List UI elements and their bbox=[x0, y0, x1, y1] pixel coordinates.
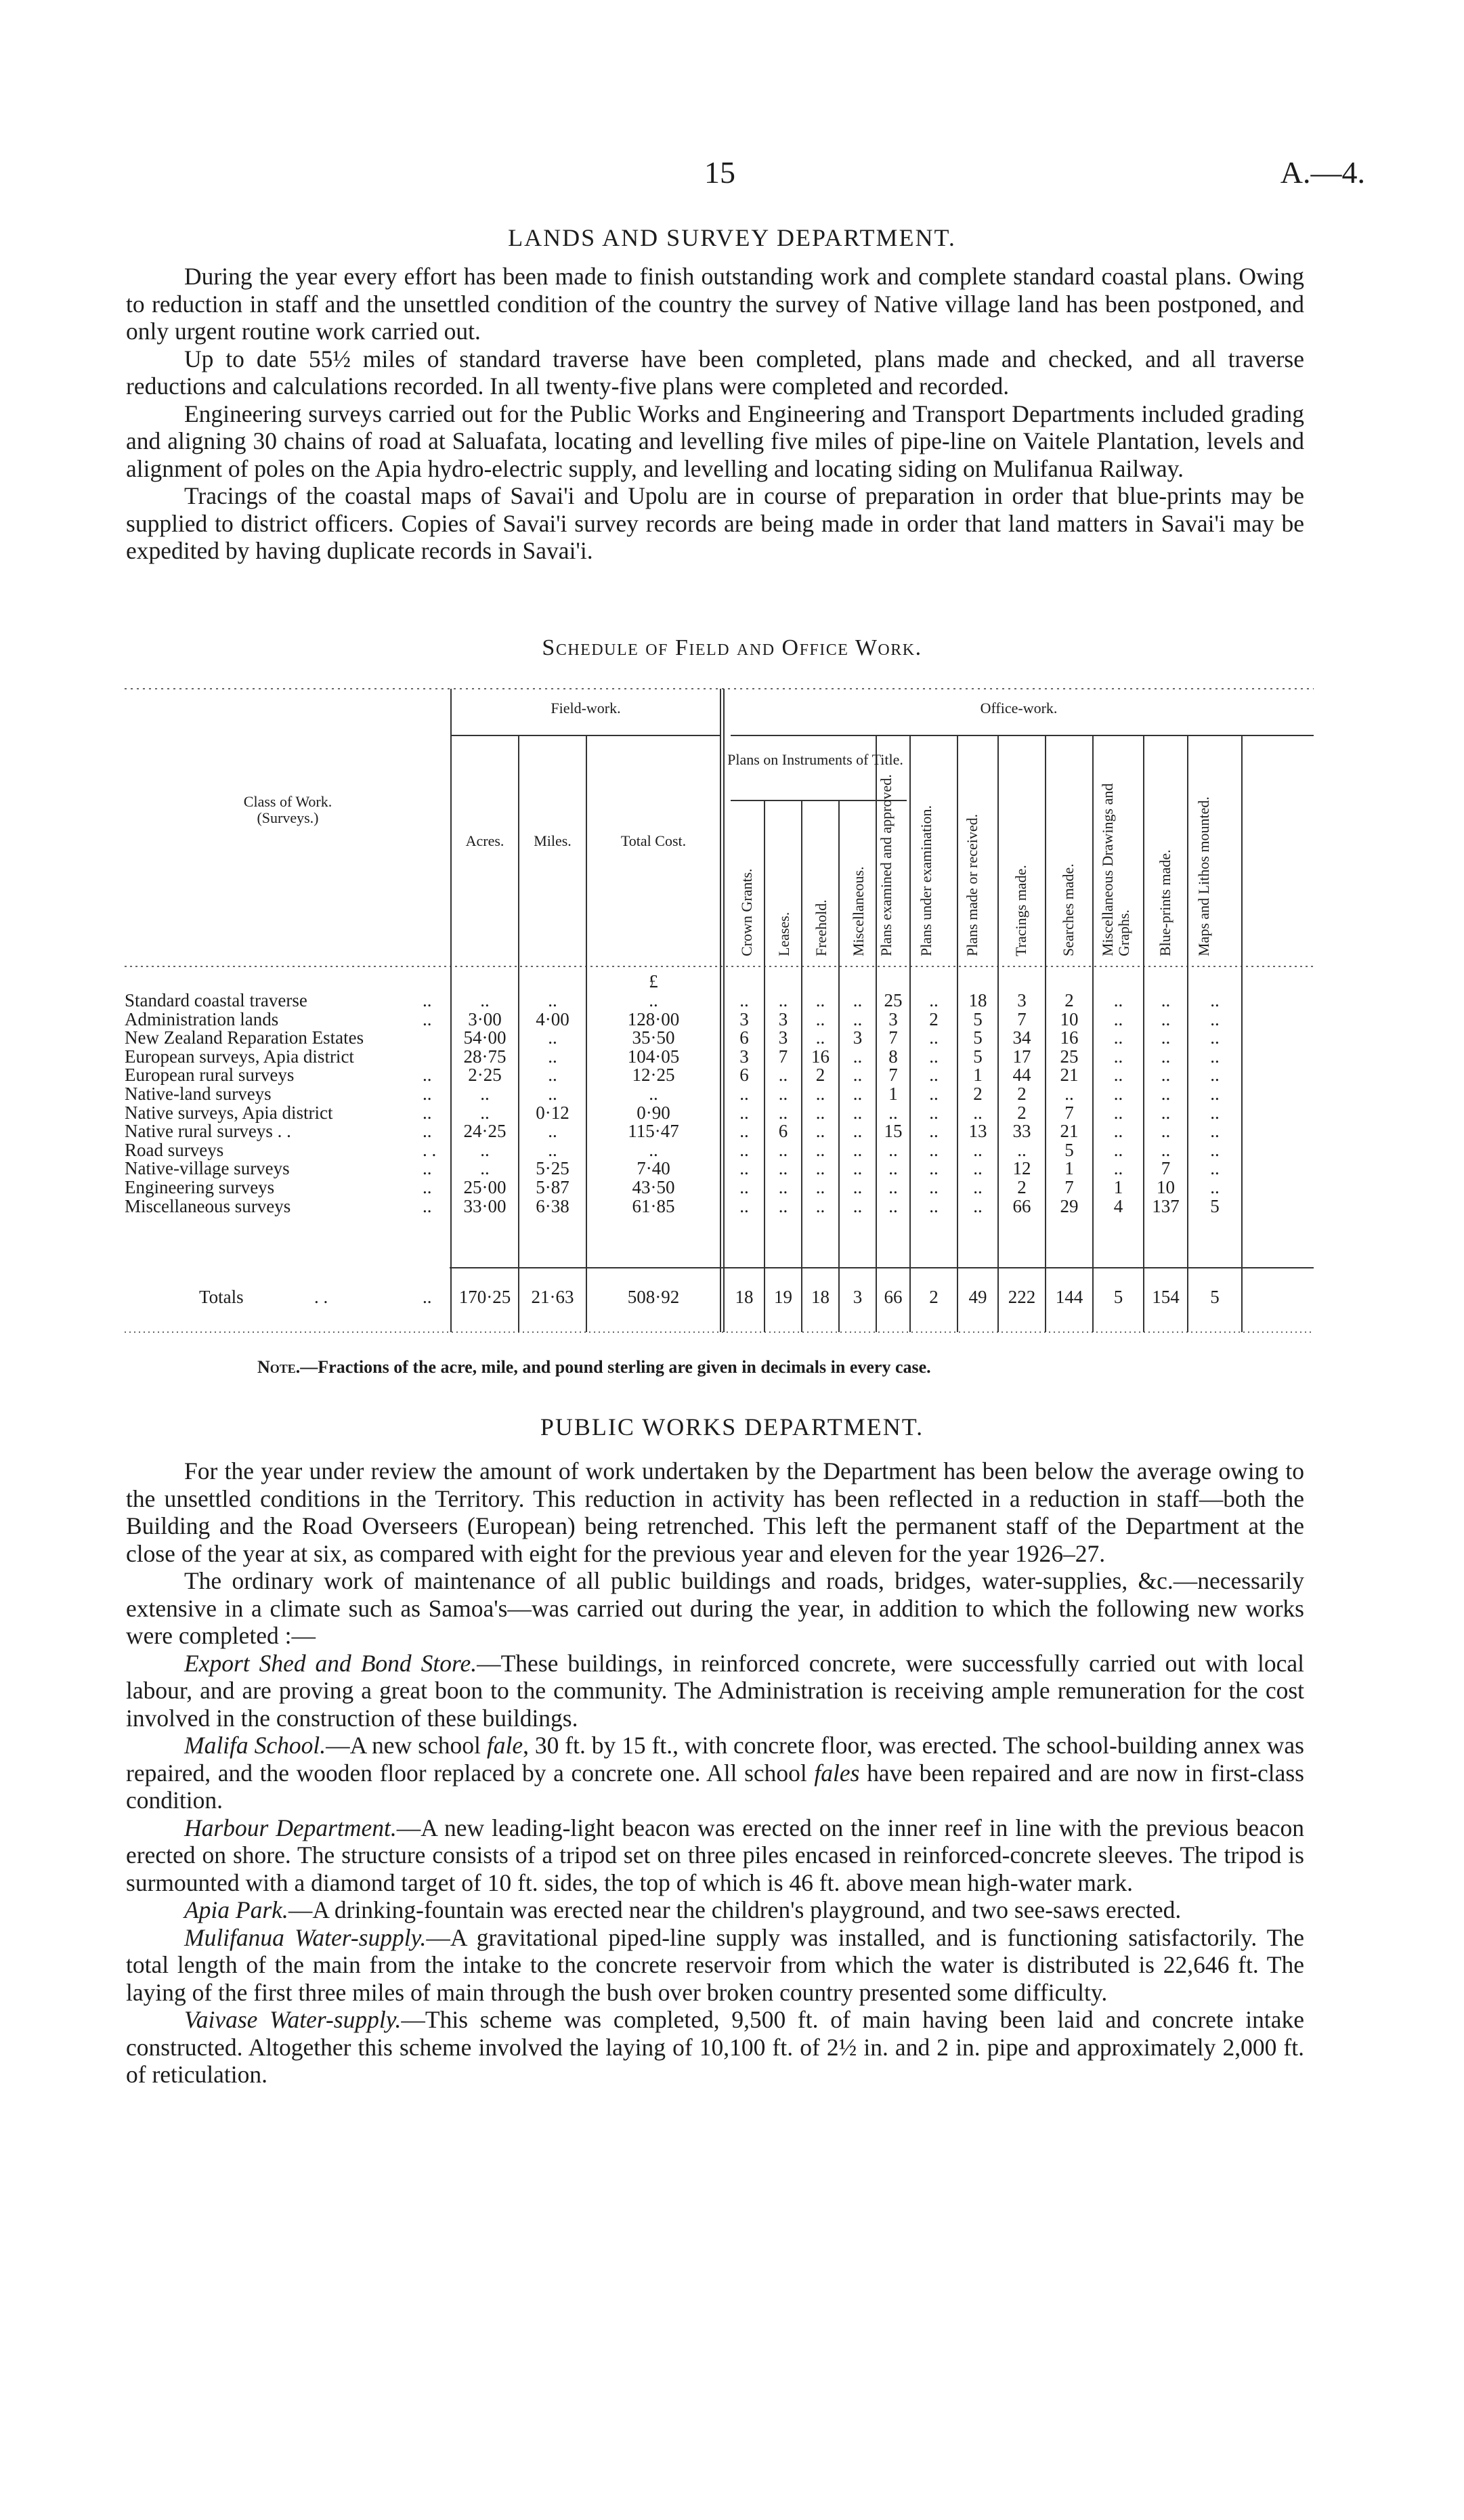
table-row-cell: 10 bbox=[1060, 1008, 1079, 1029]
totals-row-label: Totals bbox=[199, 1287, 244, 1307]
table-row-cell: .. bbox=[929, 1046, 939, 1067]
schedule-table bbox=[125, 679, 1314, 1346]
lands-paragraph: Tracings of the coastal maps of Savai'i and Upolu are in course of preparation in order that blue-prints may be supplied to district officers. Copies of Savai'i survey records are being made in order that land matters in Savai'i may be expedited by having duplicate records in Savai'i. bbox=[126, 482, 1304, 564]
table-row-cell: .. bbox=[853, 1084, 863, 1104]
table-row-cell: .. bbox=[649, 1084, 658, 1104]
table-row-cell: .. bbox=[815, 1084, 825, 1104]
table-row-cell: .. bbox=[929, 990, 939, 1010]
table-row-cell: .. bbox=[548, 1027, 557, 1048]
table-row-cell: .. bbox=[739, 1158, 749, 1179]
table-row-cell: 25·00 bbox=[463, 1177, 507, 1197]
table-row-cell: .. bbox=[853, 1102, 863, 1123]
table-row-cell: .. bbox=[853, 1008, 863, 1029]
pw-item-text: —This scheme was completed, 9,500 ft. of main having been laid and concrete intake constructed. Altogether this scheme involved the laying of 10,100 ft. of 2½ in. and 2 in. pipe and approximately 2,000 ft. of reticulation. bbox=[126, 2006, 1304, 2088]
table-row-cell: .. bbox=[739, 1084, 749, 1104]
table-row-label: Native-land surveys bbox=[125, 1084, 272, 1104]
pw-paragraph: For the year under review the amount of work undertaken by the Department has been below the average owing to the unsettled conditions in the Territory. This reduction in activity has been reflected in a reduction in staff—both the Building and the Road Overseers (European) being retrenched. This left the permanent staff of the Department at the close of the year at six, as compared with eight for the previous year and eleven for the year 1926–27. bbox=[126, 1457, 1304, 1567]
total-cost-header: Total Cost. bbox=[620, 832, 687, 849]
currency-symbol: £ bbox=[649, 971, 658, 991]
table-row-cell: 5·25 bbox=[536, 1158, 569, 1179]
table-row-cell: 25 bbox=[1060, 1046, 1079, 1067]
pw-paragraph: The ordinary work of maintenance of all public buildings and roads, bridges, water-supplies, &c.—necessarily extensive in a climate such as Samoa's—was carried out during the year, in addition to which the following new works were completed :— bbox=[126, 1567, 1304, 1649]
table-row-cell: .. bbox=[548, 1139, 557, 1160]
table-row-cell: .. bbox=[853, 1158, 863, 1179]
table-row-cell: 29 bbox=[1060, 1195, 1079, 1216]
totals-row-cell: 18 bbox=[811, 1287, 830, 1307]
table-row-cell: .. bbox=[480, 1158, 490, 1179]
table-row-label: Standard coastal traverse bbox=[125, 990, 307, 1010]
totals-row-cell: 508·92 bbox=[627, 1287, 680, 1307]
table-row-cell: .. bbox=[1161, 1121, 1171, 1142]
table-row-cell: 6 bbox=[778, 1121, 788, 1142]
table-row-leader-dots: .. bbox=[423, 1158, 432, 1179]
table-row-cell: .. bbox=[739, 990, 749, 1010]
table-row-cell: .. bbox=[548, 1046, 557, 1067]
lands-survey-body bbox=[126, 263, 1304, 565]
table-row-cell: 3·00 bbox=[468, 1008, 502, 1029]
table-row-cell: .. bbox=[815, 1139, 825, 1160]
table-row-cell: .. bbox=[929, 1102, 939, 1123]
lands-paragraph: During the year every effort has been made to finish outstanding work and complete standard coastal plans. Owing to reduction in staff and the unsettled condition of the country the survey of Native village land has been postponed, and only urgent routine work carried out. bbox=[126, 263, 1304, 345]
table-row-cell: 7 bbox=[1017, 1008, 1027, 1029]
pw-item-heading: Apia Park. bbox=[184, 1896, 288, 1923]
table-row-cell: 0·90 bbox=[637, 1102, 670, 1123]
vhdr-tracings: Tracings made. bbox=[1012, 865, 1029, 956]
table-row-cell: .. bbox=[853, 1065, 863, 1086]
table-row-cell: .. bbox=[778, 1177, 788, 1197]
acres-header: Acres. bbox=[465, 832, 504, 849]
table-row-cell: .. bbox=[1210, 1065, 1220, 1086]
table-row-cell: 33 bbox=[1012, 1121, 1031, 1142]
office-work-header: Office-work. bbox=[980, 700, 1058, 717]
table-row-cell: .. bbox=[1161, 990, 1171, 1010]
totals-row-cell: 3 bbox=[853, 1287, 863, 1307]
pw-item-text: —A new leading-light beacon was erected on the inner reef in line with the previous beacon erected on shore. The structure consists of a tripod set on three piles encased in reinforced-concrete sleeves. The tripod is surmounted with a diamond target of 10 ft. sides, the top of which is 46 ft. above mean high-water mark. bbox=[126, 1814, 1304, 1896]
table-row-leader-dots: .. bbox=[423, 1177, 432, 1197]
table-row-cell: .. bbox=[1113, 1008, 1123, 1029]
table-row-cell: .. bbox=[1210, 1008, 1220, 1029]
table-row-cell: .. bbox=[1210, 1102, 1220, 1123]
table-row-cell: 8 bbox=[888, 1046, 898, 1067]
table-row-leader-dots: .. bbox=[423, 1121, 432, 1142]
table-row-cell: .. bbox=[1113, 1158, 1123, 1179]
table-row-cell: .. bbox=[548, 1084, 557, 1104]
table-row-cell: .. bbox=[1210, 1084, 1220, 1104]
table-row-cell: .. bbox=[888, 1139, 898, 1160]
table-row-cell: .. bbox=[649, 990, 658, 1010]
table-row-cell: .. bbox=[739, 1177, 749, 1197]
table-row-cell: .. bbox=[1161, 1008, 1171, 1029]
table-row-cell: .. bbox=[778, 1084, 788, 1104]
table-row-cell: .. bbox=[929, 1084, 939, 1104]
vhdr-freehold: Freehold. bbox=[813, 899, 830, 956]
table-row-cell: 0·12 bbox=[536, 1102, 569, 1123]
table-row-cell: .. bbox=[1210, 1139, 1220, 1160]
table-row-cell: 12 bbox=[1012, 1158, 1031, 1179]
table-row-cell: .. bbox=[739, 1102, 749, 1123]
table-row-cell: 1 bbox=[1064, 1158, 1074, 1179]
totals-row-cell: 19 bbox=[774, 1287, 792, 1307]
table-row-cell: .. bbox=[1113, 1027, 1123, 1048]
table-row-cell: 2 bbox=[815, 1065, 825, 1086]
table-row-cell: 7 bbox=[888, 1027, 898, 1048]
table-row-cell: .. bbox=[973, 1195, 983, 1216]
pw-item-italic: fale bbox=[486, 1732, 523, 1759]
table-row-cell: 17 bbox=[1012, 1046, 1031, 1067]
pw-item-text: —These buildings, in reinforced concrete, were successfully carried out with local labour, and are proving a great boon to the community. The Administration is receiving ample remuneration for the cost involved in the construction of these buildings. bbox=[126, 1649, 1304, 1732]
table-row-cell: .. bbox=[929, 1139, 939, 1160]
pw-item-text: have been repaired and are now in first-class condition. bbox=[126, 1759, 1304, 1814]
table-row-cell: 5 bbox=[973, 1008, 983, 1029]
table-row-cell: .. bbox=[1017, 1139, 1027, 1160]
table-row-cell: 43·50 bbox=[632, 1177, 675, 1197]
table-row-cell: .. bbox=[778, 990, 788, 1010]
table-row-cell: .. bbox=[480, 990, 490, 1010]
table-row-label: Engineering surveys bbox=[125, 1177, 275, 1197]
table-row-cell: 2 bbox=[1017, 1084, 1027, 1104]
table-row-cell: .. bbox=[1210, 1177, 1220, 1197]
table-row-cell: .. bbox=[929, 1027, 939, 1048]
table-row-cell: .. bbox=[1210, 1027, 1220, 1048]
table-row-cell: .. bbox=[480, 1084, 490, 1104]
vhdr-maps-lithos: Maps and Lithos mounted. bbox=[1195, 796, 1212, 956]
table-row-cell: 18 bbox=[968, 990, 987, 1010]
table-row-cell: 4 bbox=[1113, 1195, 1123, 1216]
table-row-cell: 6 bbox=[739, 1027, 749, 1048]
table-row-cell: .. bbox=[1210, 1046, 1220, 1067]
table-row-cell: .. bbox=[1113, 990, 1123, 1010]
pw-item-heading: Malifa School. bbox=[184, 1732, 326, 1759]
table-row-label: Native surveys, Apia district bbox=[125, 1102, 333, 1123]
table-row-cell: 21 bbox=[1060, 1121, 1079, 1142]
table-row-cell: 5 bbox=[973, 1027, 983, 1048]
totals-row-leader-dots: .. bbox=[423, 1287, 432, 1307]
vhdr-blue-prints: Blue-prints made. bbox=[1157, 849, 1174, 956]
vhdr-crown-grants: Crown Grants. bbox=[738, 868, 755, 956]
table-row-cell: .. bbox=[1161, 1046, 1171, 1067]
public-works-title: PUBLIC WORKS DEPARTMENT. bbox=[540, 1413, 924, 1440]
pw-item bbox=[126, 1650, 1304, 1732]
table-row-cell: 35·50 bbox=[632, 1027, 675, 1048]
vhdr-miscellaneous: Miscellaneous. bbox=[850, 866, 867, 956]
table-row-cell: 1 bbox=[1113, 1177, 1123, 1197]
table-row-cell: 2 bbox=[1064, 990, 1074, 1010]
table-row-cell: 4·00 bbox=[536, 1008, 569, 1029]
pw-item bbox=[126, 1814, 1304, 1897]
schedule-title: Schedule of Field and Office Work. bbox=[542, 635, 922, 660]
table-row-label: Native rural surveys . . bbox=[125, 1121, 291, 1142]
table-row-cell: 5 bbox=[1210, 1195, 1220, 1216]
pw-item-heading: Mulifanua Water-supply. bbox=[184, 1923, 427, 1951]
totals-row-cell: 144 bbox=[1055, 1287, 1083, 1307]
table-row-cell: 34 bbox=[1012, 1027, 1031, 1048]
table-row-cell: .. bbox=[853, 1046, 863, 1067]
table-row-cell: .. bbox=[815, 1102, 825, 1123]
table-row-cell: 3 bbox=[853, 1027, 863, 1048]
table-row-cell: 104·05 bbox=[627, 1046, 680, 1067]
pw-item-text: —A gravitational piped-line supply was installed, and is functioning satisfactorily. The total length of the main from the intake to the concrete reservoir from which the water is distributed is 22,646 ft. The laying of the first three miles of main through the bush over broken country presented some difficulty. bbox=[126, 1923, 1304, 2006]
table-row-cell: 7·40 bbox=[637, 1158, 670, 1179]
table-row-label: New Zealand Reparation Estates bbox=[125, 1027, 364, 1048]
table-row-cell: .. bbox=[853, 1195, 863, 1216]
table-row-cell: .. bbox=[929, 1158, 939, 1179]
table-row-cell: .. bbox=[929, 1195, 939, 1216]
table-row-cell: .. bbox=[853, 1139, 863, 1160]
table-row-cell: 24·25 bbox=[463, 1121, 507, 1142]
table-row-cell: 16 bbox=[1060, 1027, 1079, 1048]
table-row-cell: .. bbox=[1113, 1102, 1123, 1123]
table-row-label: Miscellaneous surveys bbox=[125, 1195, 291, 1216]
note-text: —Fractions of the acre, mile, and pound sterling are given in decimals in every case. bbox=[300, 1357, 931, 1377]
pw-item-text: —A new school bbox=[326, 1732, 487, 1759]
pw-item-italic: fales bbox=[814, 1759, 860, 1787]
table-row-cell: .. bbox=[778, 1158, 788, 1179]
table-row-cell: .. bbox=[853, 990, 863, 1010]
table-row-cell: .. bbox=[1161, 1027, 1171, 1048]
table-row-label: Road surveys bbox=[125, 1139, 224, 1160]
lands-survey-title: LANDS AND SURVEY DEPARTMENT. bbox=[508, 224, 956, 251]
class-of-work-header: Class of Work. bbox=[243, 793, 332, 810]
table-row-leader-dots: .. bbox=[423, 1084, 432, 1104]
public-works-body bbox=[126, 1457, 1304, 2089]
table-row-cell: .. bbox=[815, 1177, 825, 1197]
table-row-cell: .. bbox=[815, 1158, 825, 1179]
table-row-cell: 3 bbox=[739, 1008, 749, 1029]
miles-header: Miles. bbox=[534, 832, 572, 849]
table-row-label: European rural surveys bbox=[125, 1065, 295, 1086]
table-row-cell: .. bbox=[480, 1139, 490, 1160]
table-row-cell: 7 bbox=[888, 1065, 898, 1086]
table-note bbox=[257, 1357, 931, 1378]
totals-row-cell: 18 bbox=[735, 1287, 754, 1307]
table-row-cell: 3 bbox=[778, 1027, 788, 1048]
table-row-cell: 6·38 bbox=[536, 1195, 569, 1216]
table-row-cell: .. bbox=[1161, 1084, 1171, 1104]
table-row-cell: 115·47 bbox=[628, 1121, 679, 1142]
table-row-cell: .. bbox=[853, 1121, 863, 1142]
table-row-label: European surveys, Apia district bbox=[125, 1046, 354, 1067]
table-row-cell: .. bbox=[1161, 1139, 1171, 1160]
table-row-cell: .. bbox=[888, 1102, 898, 1123]
pw-item-heading: Harbour Department. bbox=[184, 1814, 397, 1841]
pw-item-heading: Vaivase Water-supply. bbox=[184, 2006, 402, 2033]
table-row-cell: .. bbox=[853, 1177, 863, 1197]
table-row-cell: .. bbox=[778, 1139, 788, 1160]
table-row-cell: 5 bbox=[973, 1046, 983, 1067]
table-row-cell: 7 bbox=[1161, 1158, 1171, 1179]
table-row-leader-dots: .. bbox=[423, 1008, 432, 1029]
table-row-cell: 15 bbox=[884, 1121, 903, 1142]
vhdr-leases: Leases. bbox=[775, 912, 792, 956]
table-row-cell: 3 bbox=[778, 1008, 788, 1029]
totals-row-cell: 170·25 bbox=[458, 1287, 511, 1307]
table-row-cell: 1 bbox=[888, 1084, 898, 1104]
pw-item-heading: Export Shed and Bond Store. bbox=[184, 1649, 477, 1677]
table-row-cell: .. bbox=[739, 1121, 749, 1142]
pw-item bbox=[126, 1924, 1304, 2007]
table-row-cell: .. bbox=[973, 1158, 983, 1179]
table-row-cell: .. bbox=[929, 1065, 939, 1086]
table-row-cell: .. bbox=[973, 1177, 983, 1197]
table-row-cell: .. bbox=[480, 1102, 490, 1123]
totals-row-cell: 21·63 bbox=[531, 1287, 574, 1307]
table-row-cell: .. bbox=[548, 990, 557, 1010]
table-row-cell: .. bbox=[815, 1008, 825, 1029]
table-row-cell: 2 bbox=[973, 1084, 983, 1104]
table-row-cell: .. bbox=[815, 1121, 825, 1142]
table-row-cell: 21 bbox=[1060, 1065, 1079, 1086]
table-row-cell: 3 bbox=[739, 1046, 749, 1067]
table-row-cell: 5 bbox=[1064, 1139, 1074, 1160]
totals-row-cell: 66 bbox=[884, 1287, 903, 1307]
table-row-cell: 2 bbox=[929, 1008, 939, 1029]
table-row-cell: .. bbox=[778, 1102, 788, 1123]
table-row-cell: .. bbox=[778, 1065, 788, 1086]
totals-row-cell: 5 bbox=[1210, 1287, 1220, 1307]
table-row-cell: 128·00 bbox=[627, 1008, 680, 1029]
pw-item bbox=[126, 1732, 1304, 1814]
totals-row-leader-dots: . . bbox=[314, 1287, 328, 1307]
table-row-leader-dots: .. bbox=[423, 1195, 432, 1216]
table-row-cell: .. bbox=[739, 1139, 749, 1160]
table-row-cell: 61·85 bbox=[632, 1195, 675, 1216]
vhdr-plans-under-examination: Plans under examination. bbox=[918, 805, 934, 956]
table-row-cell: 7 bbox=[1064, 1177, 1074, 1197]
table-row-leader-dots: .. bbox=[423, 1102, 432, 1123]
table-row-cell: .. bbox=[973, 1102, 983, 1123]
field-work-header: Field-work. bbox=[551, 700, 621, 717]
table-row-cell: 33·00 bbox=[463, 1195, 507, 1216]
table-row-cell: .. bbox=[778, 1195, 788, 1216]
table-row-cell: .. bbox=[739, 1195, 749, 1216]
table-row-cell: .. bbox=[888, 1177, 898, 1197]
table-row-cell: 3 bbox=[888, 1008, 898, 1029]
table-row-cell: 2 bbox=[1017, 1177, 1027, 1197]
vhdr-plans-examined: Plans examined and approved. bbox=[878, 774, 895, 956]
table-row-cell: .. bbox=[1113, 1121, 1123, 1142]
table-row-cell: 3 bbox=[1017, 990, 1027, 1010]
table-row-cell: 2 bbox=[1017, 1102, 1027, 1123]
vhdr-plans-made: Plans made or received. bbox=[964, 813, 981, 956]
table-row-cell: 28·75 bbox=[463, 1046, 507, 1067]
totals-row-cell: 5 bbox=[1113, 1287, 1123, 1307]
table-row-cell: 7 bbox=[778, 1046, 788, 1067]
table-row-leader-dots: .. bbox=[423, 1065, 432, 1086]
table-row-cell: 25 bbox=[884, 990, 903, 1010]
table-row-cell: 1 bbox=[973, 1065, 983, 1086]
table-row-cell: 137 bbox=[1152, 1195, 1180, 1216]
table-row-cell: .. bbox=[548, 1065, 557, 1086]
table-row-label: Administration lands bbox=[125, 1008, 279, 1029]
table-row-leader-dots: .. bbox=[423, 990, 432, 1010]
table-row-cell: .. bbox=[1113, 1065, 1123, 1086]
table-row-cell: .. bbox=[888, 1158, 898, 1179]
lands-paragraph: Engineering surveys carried out for the Public Works and Engineering and Transport Departments included grading and aligning 30 chains of road at Saluafata, locating and levelling five miles of pipe-line on Vaitele Plantation, levels and alignment of poles on the Apia hydro-electric supply, and levelling and locating siding on Mulifanua Railway. bbox=[126, 400, 1304, 482]
class-of-work-subheader: (Surveys.) bbox=[257, 809, 319, 826]
table-row-cell: .. bbox=[815, 990, 825, 1010]
vhdr-searches: Searches made. bbox=[1060, 863, 1077, 956]
table-row-cell: 66 bbox=[1012, 1195, 1031, 1216]
totals-row-cell: 2 bbox=[929, 1287, 939, 1307]
table-row-cell: .. bbox=[929, 1177, 939, 1197]
table-row-cell: .. bbox=[1113, 1046, 1123, 1067]
table-row-label: Native-village surveys bbox=[125, 1158, 290, 1179]
table-row-cell: 7 bbox=[1064, 1102, 1074, 1123]
table-row-cell: .. bbox=[649, 1139, 658, 1160]
table-row-cell: .. bbox=[1113, 1084, 1123, 1104]
totals-row-cell: 154 bbox=[1152, 1287, 1180, 1307]
totals-row-cell: 49 bbox=[968, 1287, 987, 1307]
lands-paragraph: Up to date 55½ miles of standard traverse have been completed, plans made and checked, and all traverse reductions and calculations recorded. In all twenty-five plans were completed and recorded. bbox=[126, 345, 1304, 400]
table-row-cell: 12·25 bbox=[632, 1065, 675, 1086]
table-row-cell: 10 bbox=[1157, 1177, 1175, 1197]
table-row-cell: .. bbox=[815, 1027, 825, 1048]
vhdr-misc-drawings: Miscellaneous Drawings and Graphs. bbox=[1099, 783, 1132, 956]
table-row-cell: 2·25 bbox=[468, 1065, 502, 1086]
table-row-cell: 13 bbox=[968, 1121, 987, 1142]
totals-row-cell: 222 bbox=[1008, 1287, 1036, 1307]
table-row-cell: 16 bbox=[811, 1046, 830, 1067]
note-label: Note. bbox=[257, 1357, 301, 1377]
table-row-cell: 44 bbox=[1012, 1065, 1031, 1086]
table-row-cell: .. bbox=[1161, 1102, 1171, 1123]
table-row-cell: 6 bbox=[739, 1065, 749, 1086]
table-row-cell: .. bbox=[1161, 1065, 1171, 1086]
table-row-cell: .. bbox=[1210, 990, 1220, 1010]
plans-instruments-header: Plans on Instruments of Title. bbox=[727, 751, 903, 768]
page-number: 15 bbox=[704, 155, 735, 190]
document-reference: A.—4. bbox=[1280, 155, 1365, 190]
table-row-cell: .. bbox=[548, 1121, 557, 1142]
table-row-cell: .. bbox=[1210, 1121, 1220, 1142]
table-row-cell: .. bbox=[815, 1195, 825, 1216]
pw-item bbox=[126, 1896, 1304, 1924]
table-row-cell: 5·87 bbox=[536, 1177, 569, 1197]
pw-item bbox=[126, 2006, 1304, 2089]
table-row-cell: .. bbox=[1113, 1139, 1123, 1160]
table-row-cell: .. bbox=[888, 1195, 898, 1216]
table-row-cell: .. bbox=[929, 1121, 939, 1142]
table-row-cell: 54·00 bbox=[463, 1027, 507, 1048]
table-row-cell: .. bbox=[1064, 1084, 1074, 1104]
table-row-cell: .. bbox=[973, 1139, 983, 1160]
table-row-leader-dots: . . bbox=[423, 1139, 437, 1160]
pw-item-text: —A drinking-fountain was erected near the children's playground, and two see-saws erected. bbox=[288, 1896, 1182, 1923]
table-row-cell: .. bbox=[1210, 1158, 1220, 1179]
pw-item-text: , 30 ft. by 15 ft., with concrete floor, was erected. The school-building annex was repaired, and the wooden floor replaced by a concrete one. All school bbox=[126, 1732, 1304, 1787]
